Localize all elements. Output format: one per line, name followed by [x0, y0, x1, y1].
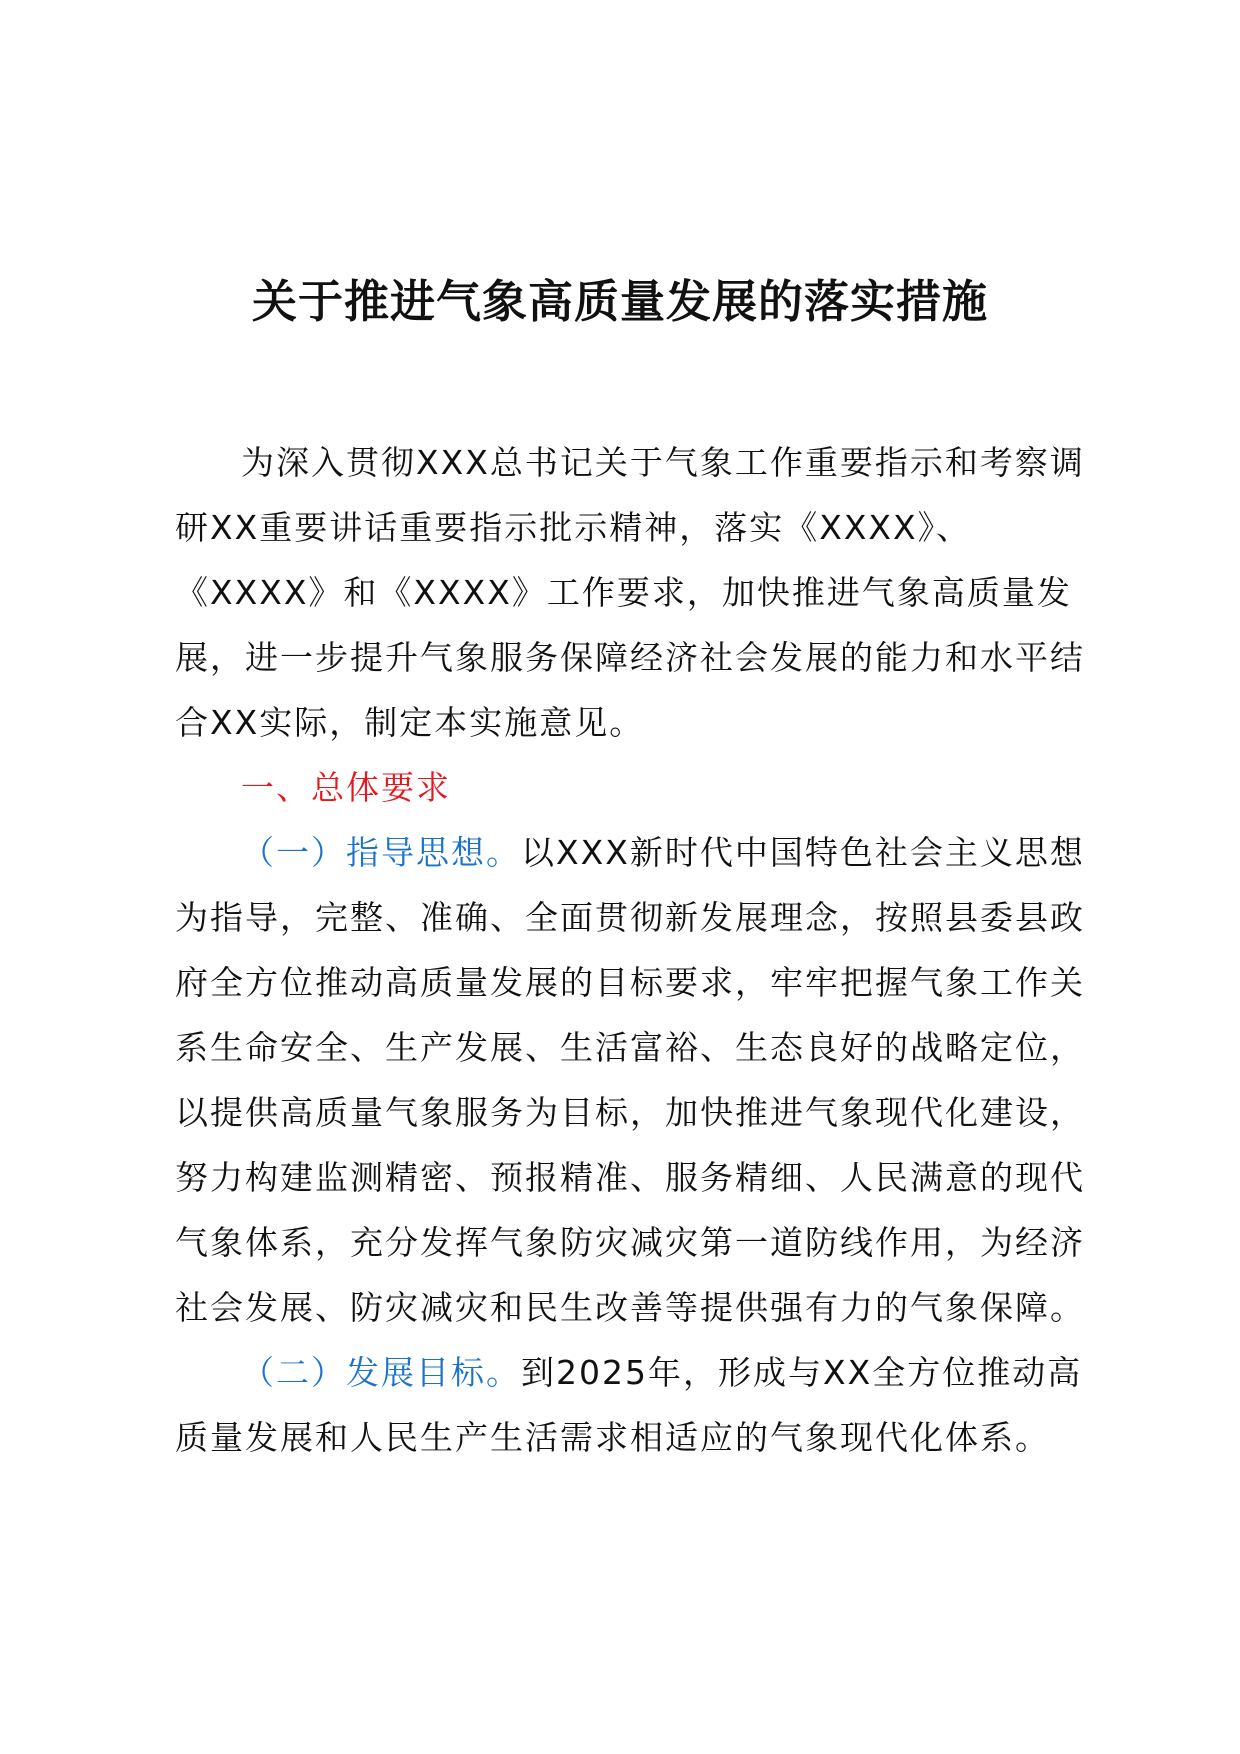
development-goals-text: 到2025年，形成与XX全方位推动高质量发展和人民生产生活需求相适应的气象现代化体系。 [175, 1353, 1083, 1457]
development-goals-paragraph [175, 1340, 1105, 1470]
document-title: 关于推进气象高质量发展的落实措施 [251, 275, 988, 328]
subsection-heading-development-goals: （二）发展目标。 [241, 1353, 521, 1392]
section-heading: 一、总体要求 [241, 768, 451, 807]
guiding-ideology-paragraph [175, 820, 1105, 1340]
document-body [175, 430, 1105, 1470]
intro-paragraph: 为深入贯彻XXX总书记关于气象工作重要指示和考察调研XX重要讲话重要指示批示精神，落实《XXXX》、《XXXX》和《XXXX》工作要求，加快推进气象高质量发展，进一步提升气象服务保障经济社会发展的能力和水平结合XX实际，制定本实施意见。 [175, 443, 1085, 742]
subsection-heading-guiding-ideology: （一）指导思想。 [241, 833, 521, 872]
guiding-ideology-text: 以XXX新时代中国特色社会主义思想为指导，完整、准确、全面贯彻新发展理念，按照县委县政府全方位推动高质量发展的目标要求，牢牢把握气象工作关系生命安全、生产发展、生活富裕、生态良好的战略定位，以提供高质量气象服务为目标，加快推进气象现代化建设，努力构建监测精密、预报精准、服务精细、人民满意的现代气象体系，充分发挥气象防灾减灾第一道防线作用，为经济社会发展、防灾减灾和民生改善等提供强有力的气象保障。 [175, 833, 1085, 1327]
